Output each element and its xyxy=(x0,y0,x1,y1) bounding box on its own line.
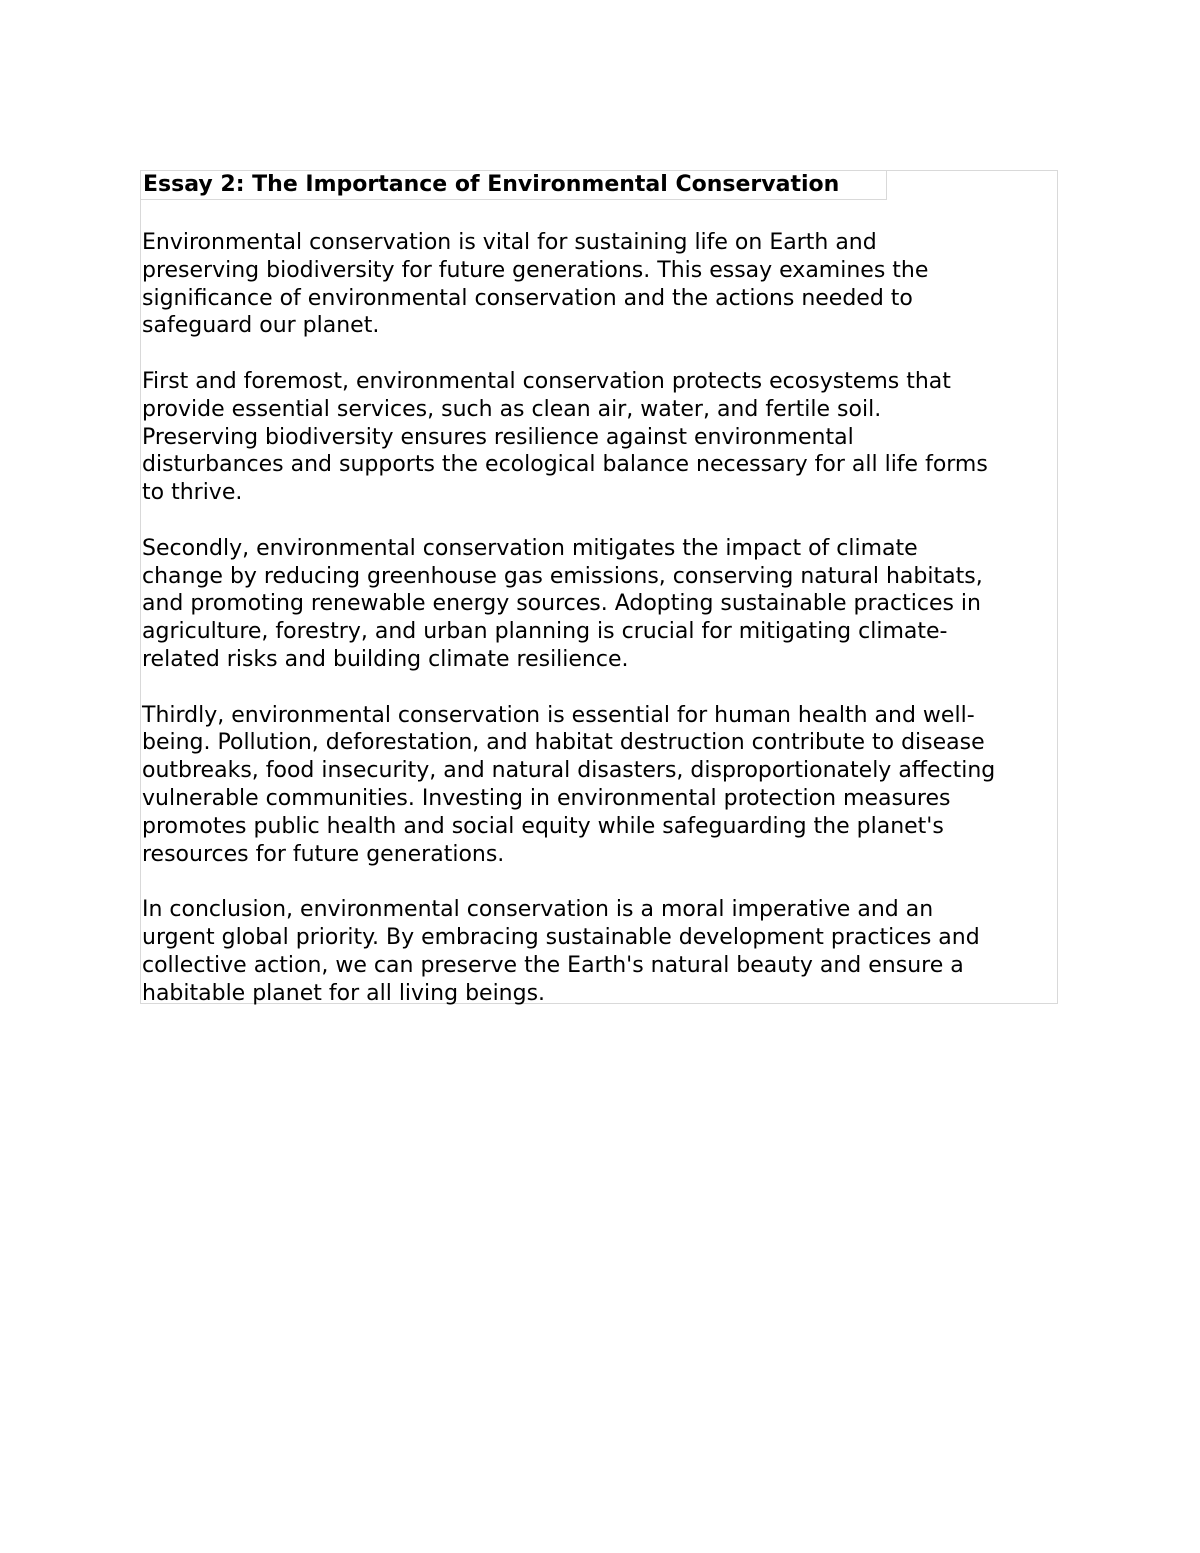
paragraph-ecosystems: First and foremost, environmental conservation protects ecosystems that provide essential services, such as clean air, water, and fertile soil. Preserving biodiversity ensures resilience against environmental disturbances and supports the ecological balance necessary for all life forms to thrive. xyxy=(142,368,988,506)
paragraph-introduction: Environmental conservation is vital for sustaining life on Earth and preserving biodiversity for future generations. This essay examines the significance of environmental conservation and the actions needed to safeguard our planet. xyxy=(142,230,929,339)
essay-title: Essay 2: The Importance of Environmental Conservation xyxy=(143,172,840,197)
paragraph-climate-change: Secondly, environmental conservation mitigates the impact of climate change by reducing greenhouse gas emissions, conserving natural habitats, and promoting renewable energy sources. Adopting sustainable practices in agriculture, forestry, and urban planning is crucial for mitigating climate- related risks and building climate resilience. xyxy=(142,535,983,672)
essay-body xyxy=(142,229,1054,1007)
paragraph-human-health: Thirdly, environmental conservation is essential for human health and well- being. Pollution, deforestation, and habitat destruction contribute to disease outbreaks, food insecurity, and natural disasters, disproportionately affecting vulnerable communities. Investing in environmental protection measures promotes public health and social equity while safeguarding the planet's resources for future generations. xyxy=(142,702,996,867)
paragraph-conclusion: In conclusion, environmental conservation is a moral imperative and an urgent global priority. By embracing sustainable development practices and collective action, we can preserve the Earth's natural beauty and ensure a habitable planet for all living beings. xyxy=(142,897,980,1006)
